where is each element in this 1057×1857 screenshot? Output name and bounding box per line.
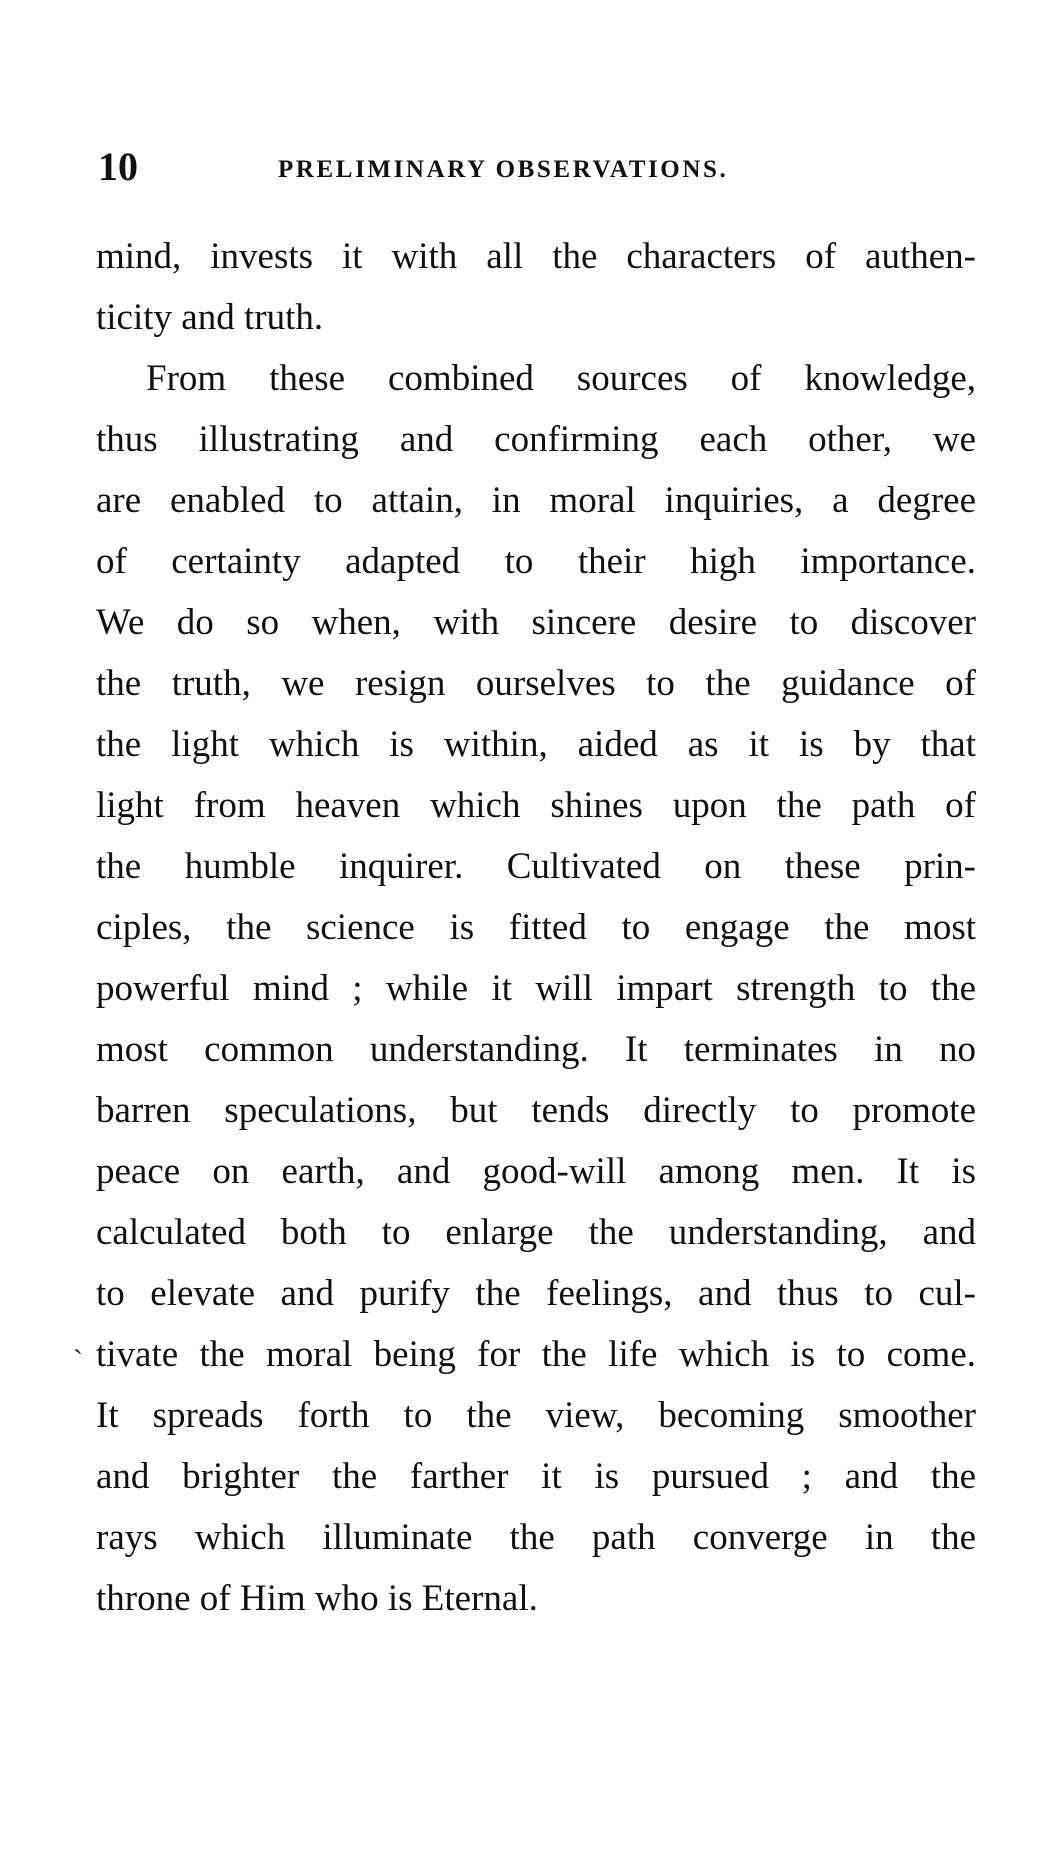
running-head: PRELIMINARY OBSERVATIONS. — [278, 156, 729, 183]
text-line: most common understanding. It terminates in no — [96, 1029, 976, 1070]
text-line: It spreads forth to the view, becoming smoother — [96, 1395, 976, 1436]
text-line: ticity and truth. — [96, 297, 324, 338]
text-line: calculated both to enlarge the understanding, and — [96, 1212, 976, 1253]
text-line: tivate the moral being for the life which is to come. — [96, 1334, 976, 1375]
text-line: the humble inquirer. Cultivated on these prin- — [96, 846, 976, 887]
text-line: From these combined sources of knowledge, — [146, 358, 976, 399]
text-line: rays which illuminate the path converge in the — [96, 1517, 976, 1558]
text-line: throne of Him who is Eternal. — [96, 1578, 538, 1619]
text-line: of certainty adapted to their high importance. — [96, 541, 976, 582]
text-line: barren speculations, but tends directly to promote — [96, 1090, 976, 1131]
text-line: peace on earth, and good-will among men. It is — [96, 1151, 976, 1192]
text-line: the truth, we resign ourselves to the guidance of — [96, 663, 976, 704]
text-line: are enabled to attain, in moral inquiries, a degree — [96, 480, 976, 521]
text-line: We do so when, with sincere desire to discover — [96, 602, 976, 643]
text-line: ciples, the science is fitted to engage the most — [96, 907, 976, 948]
text-line: the light which is within, aided as it is by that — [96, 724, 976, 765]
text-line: light from heaven which shines upon the path of — [96, 785, 976, 826]
page-header — [98, 142, 988, 192]
stray-print-mark: ` — [73, 1344, 83, 1377]
text-line: to elevate and purify the feelings, and thus to cul- — [96, 1273, 976, 1314]
text-line: powerful mind ; while it will impart strength to the — [96, 968, 976, 1009]
text-line: thus illustrating and confirming each other, we — [96, 419, 976, 460]
page-number: 10 — [98, 144, 138, 189]
body-text — [96, 226, 976, 1629]
text-line: mind, invests it with all the characters of authen- — [96, 236, 976, 277]
text-line: and brighter the farther it is pursued ; and the — [96, 1456, 976, 1497]
